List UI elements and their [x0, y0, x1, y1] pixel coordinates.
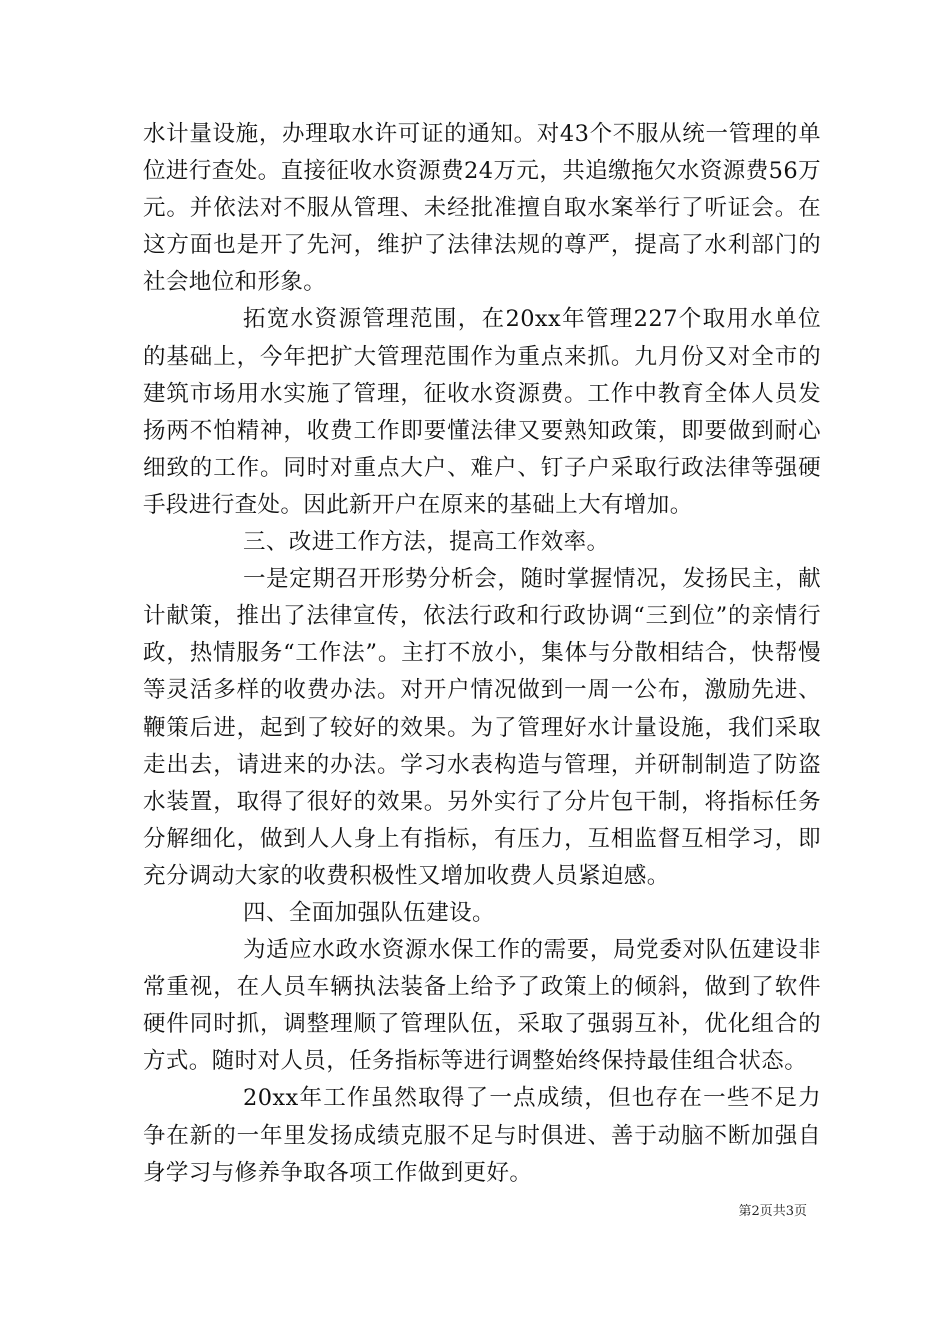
paragraph-expand-management: 拓宽水资源管理范围，在20xx年管理227个取用水单位的基础上，今年把扩大管理范围作为重点来抓。九月份又对全市的建筑市场用水实施了管理，征收水资源费。工作中教育全体人员发扬两不怕精神，收费工作即要懂法律又要熟知政策，即要做到耐心细致的工作。同时对重点大户、难户、钉子户采取行政法律等强硬手段进行查处。因此新开户在原来的基础上大有增加。: [143, 306, 821, 518]
paragraph-team-building: 为适应水政水资源水保工作的需要，局党委对队伍建设非常重视，在人员车辆执法装备上给予了政策上的倾斜，做到了软件硬件同时抓，调整理顺了管理队伍，采取了强弱互补，优化组合的方式。随时对人员，任务指标等进行调整始终保持最佳组合状态。: [143, 937, 821, 1075]
paragraph-water-metering: 水计量设施，办理取水许可证的通知。对43个不服从统一管理的单位进行查处。直接征收水资源费24万元，共追缴拖欠水资源费56万元。并依法对不服从管理、未经批准擅自取水案举行了听证会。在这方面也是开了先河，维护了法律法规的尊严，提高了水利部门的社会地位和形象。: [143, 121, 821, 296]
paragraph-conclusion: 20xx年工作虽然取得了一点成绩，但也存在一些不足力争在新的一年里发扬成绩克服不足与时俱进、善于动脑不断加强自身学习与修养争取各项工作做到更好。: [143, 1085, 821, 1186]
section-heading-3: 三、改进工作方法，提高工作效率。: [243, 529, 610, 556]
page-number-footer: 第2页共3页: [738, 1204, 807, 1219]
paragraph-work-methods: 一是定期召开形势分析会，随时掌握情况，发扬民主，献计献策，推出了法律宣传，依法行政和行政协调“三到位”的亲情行政，热情服务“工作法”。主打不放小，集体与分散相结合，快帮慢等灵活多样的收费办法。对开户情况做到一周一公布，激励先进、鞭策后进，起到了较好的效果。为了管理好水计量设施，我们采取走出去，请进来的办法。学习水表构造与管理，并研制制造了防盗水装置，取得了很好的效果。另外实行了分片包干制，将指标任务分解细化，做到人人身上有指标，有压力，互相监督互相学习，即充分调动大家的收费积极性又增加收费人员紧迫感。: [143, 566, 821, 889]
document-body: [143, 116, 821, 1192]
section-heading-4: 四、全面加强队伍建设。: [243, 899, 495, 926]
